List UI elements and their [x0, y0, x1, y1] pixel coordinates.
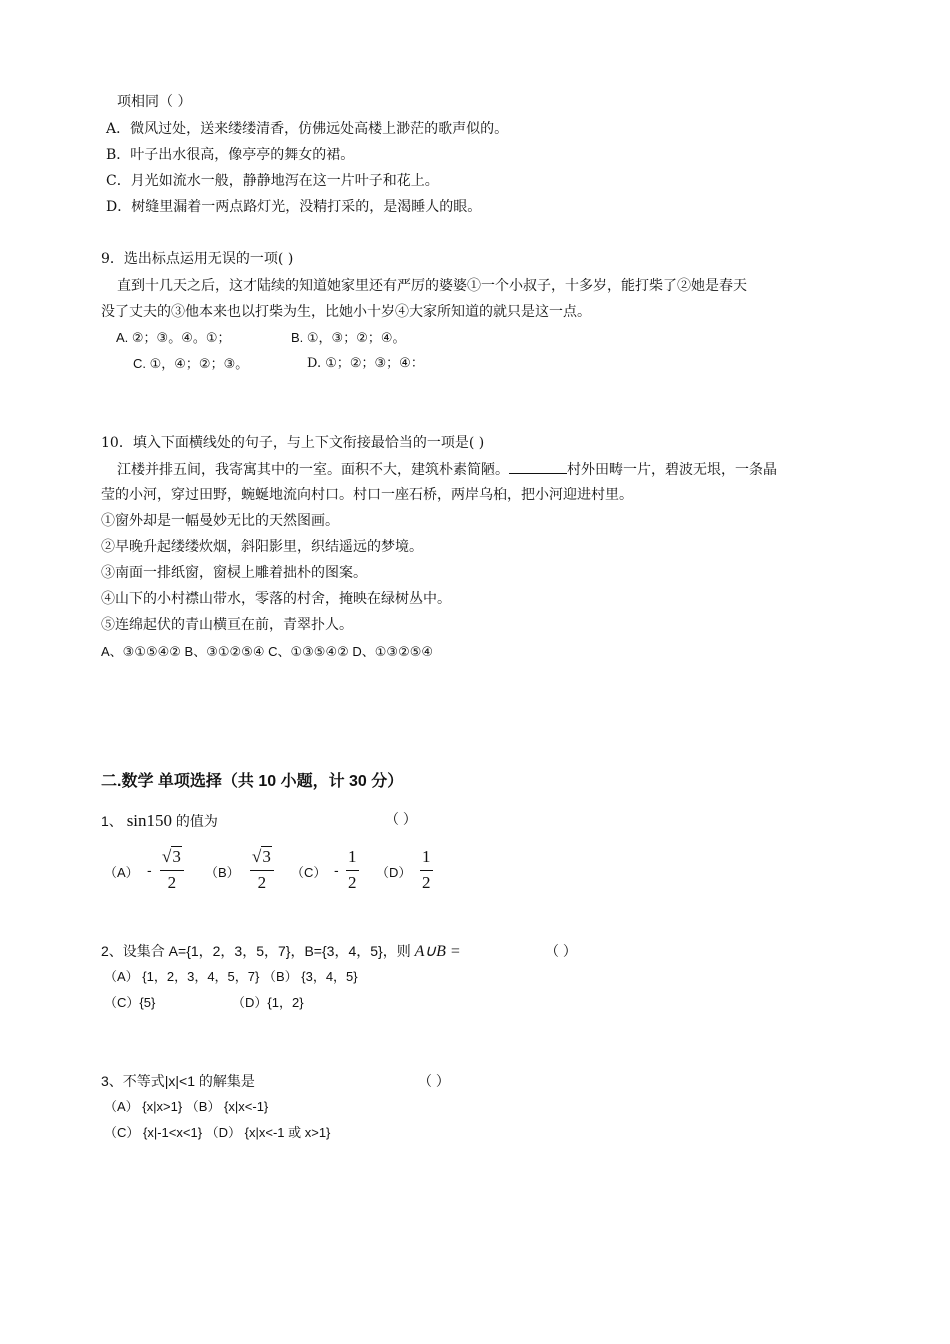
q10-item-5: ⑤连绵起伏的青山横亘在前，青翠扑人。: [101, 617, 353, 633]
fraction-sqrt3-over-2-b: [250, 846, 274, 893]
q8-option-d: D．树缝里漏着一两点路灯光，没精打采的，是渴睡人的眼。: [106, 199, 482, 215]
q8-option-c: C．月光如流水一般，静静地泻在这一片叶子和花上。: [106, 173, 439, 189]
math-q3-stem: 3、不等式|x|<1 的解集是: [101, 1073, 255, 1089]
radicand: 3: [172, 847, 181, 866]
q10-item-3: ③南面一排纸窗，窗棂上雕着拙朴的图案。: [101, 565, 367, 581]
math-q1-suffix: 的值为: [175, 814, 218, 830]
fraction-denominator: 2: [422, 873, 431, 892]
math-q2-expr: A∪B =: [414, 943, 461, 960]
math-q2-bracket: （ ）: [545, 943, 577, 959]
q9-passage-line2: 没了丈夫的③他本来也以打柴为生，比她小十岁④大家所知道的就只是这一点。: [101, 304, 591, 320]
math-q1-label-d: （D）: [376, 865, 412, 880]
math-q1-bracket: （ ）: [385, 811, 417, 827]
math-q3-options-ab: （A） {x|x>1} （B） {x|x<-1}: [104, 1099, 269, 1114]
q9-option-a: A. ②；③。④。①；: [116, 330, 231, 345]
fraction-numerator: [160, 846, 184, 871]
fraction-denominator: 2: [167, 873, 177, 892]
math-q3-bracket: （ ）: [418, 1073, 450, 1089]
math-q2-option-c: （C）{5}: [104, 995, 156, 1010]
fraction-1-over-2-c: [346, 846, 359, 893]
fraction-denominator: 2: [257, 873, 267, 892]
q10-passage-line2: 莹的小河，穿过田野，蜿蜒地流向村口。村口一座石桥，两岸乌桕，把小河迎进村里。: [101, 487, 633, 503]
fraction-1-over-2-d: [420, 846, 433, 893]
fraction-numerator: [250, 846, 274, 871]
q10-passage-line1: [117, 459, 777, 480]
q8-option-a: A．微风过处，送来缕缕清香，仿佛远处高楼上渺茫的歌声似的。: [106, 121, 509, 137]
q9-passage-line1: 直到十几天之后，这才陆续的知道她家里还有严厉的婆婆①一个小叔子，十多岁，能打柴了②她是春天: [117, 278, 747, 294]
fill-blank: [509, 459, 567, 474]
math-section-title: 二.数学 单项选择（共 10 小题，计 30 分）: [101, 773, 404, 790]
q8-option-b: B．叶子出水很高，像亭亭的舞女的裙。: [106, 147, 355, 163]
q10-item-2: ②早晚升起缕缕炊烟，斜阳影里，织结遥远的梦境。: [101, 539, 423, 555]
fraction-denominator: 2: [348, 873, 357, 892]
math-q1-label-c: （C）: [291, 865, 327, 880]
math-q1-prefix: 1、: [101, 813, 123, 829]
radicand: 3: [262, 847, 271, 866]
sqrt-icon: √: [252, 847, 262, 866]
math-q1-minus-c: -: [334, 862, 339, 878]
math-q2-stem-text: 2、设集合 A={1，2，3，5，7}，B={3，4，5}，则: [101, 943, 411, 959]
q10-passage-before-blank: 江楼并排五间，我寄寓其中的一室。面积不大，建筑朴素简陋。: [117, 462, 509, 478]
q9-option-d: D. ①；②；③；④：: [307, 356, 424, 371]
q10-stem: 10．填入下面横线处的句子，与上下文衔接最恰当的一项是( ): [101, 435, 485, 451]
math-q2-options-ab: （A） {1，2，3，4，5，7} （B） {3，4，5}: [104, 969, 358, 984]
fraction-numerator: 1: [420, 846, 433, 871]
fraction-numerator: 1: [346, 846, 359, 871]
q10-passage-after-blank: 村外田畴一片，碧波无垠，一条晶: [567, 462, 777, 478]
q8-stem-tail: 项相同（ ）: [117, 94, 192, 110]
q10-answer-options: A、③①⑤④② B、③①②⑤④ C、①③⑤④② D、①③②⑤④: [101, 644, 434, 659]
math-q1-expr: sin150: [126, 811, 173, 830]
math-q1-minus-a: -: [147, 862, 152, 878]
q9-stem: 9．选出标点运用无误的一项( ): [101, 251, 294, 267]
q10-item-1: ①窗外却是一幅曼妙无比的天然图画。: [101, 513, 339, 529]
math-q2-option-d: （D）{1，2}: [232, 995, 304, 1010]
q9-option-c: C. ①，④；②；③。: [133, 356, 249, 371]
math-q3-options-cd: （C） {x|-1<x<1} （D） {x|x<-1 或 x>1}: [104, 1125, 331, 1140]
q9-option-b: B. ①，③；②；④。: [291, 330, 406, 345]
math-q1-label-b: （B）: [205, 865, 240, 880]
math-q2-stem: [101, 941, 461, 962]
math-q1-stem: [101, 811, 218, 832]
math-q1-label-a: （A）: [104, 865, 139, 880]
q10-item-4: ④山下的小村襟山带水，零落的村舍，掩映在绿树丛中。: [101, 591, 451, 607]
fraction-sqrt3-over-2-a: [160, 846, 184, 893]
sqrt-icon: √: [162, 847, 172, 866]
